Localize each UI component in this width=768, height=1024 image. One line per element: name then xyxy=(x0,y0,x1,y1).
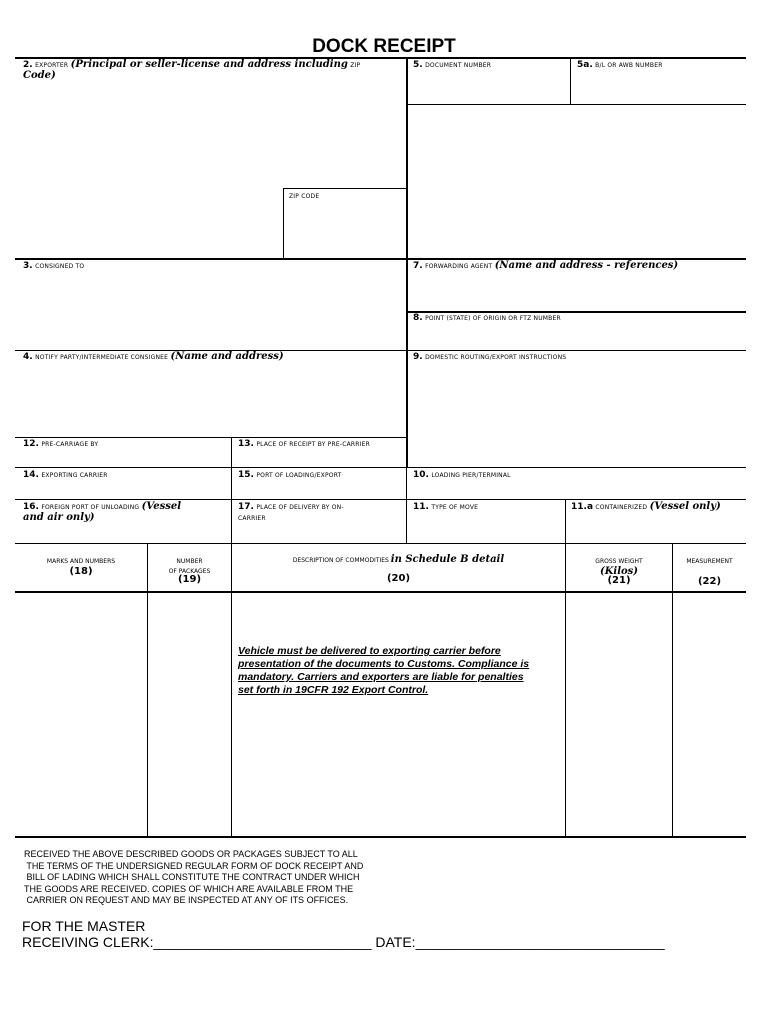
field-2-exporter: 2. EXPORTER (Principal or seller-license and address including ZIP Code) xyxy=(23,59,361,81)
rule-row-12 xyxy=(15,437,407,438)
field-11-type-of-move: 11. TYPE OF MOVE xyxy=(413,502,479,512)
column-header-18: MARKS AND NUMBERS (18) xyxy=(46,558,116,577)
field-14-exporting-carrier: 14. EXPORTING CARRIER xyxy=(23,470,108,480)
doc-number-bottom-rule xyxy=(407,104,746,105)
field-16-foreign-port: 16. FOREIGN PORT OF UNLOADING (Vessel and air only) xyxy=(23,501,182,523)
for-the-master-label: FOR THE MASTER xyxy=(22,918,146,934)
center-divider-upper xyxy=(406,57,408,468)
rule-row-16 xyxy=(15,499,746,500)
field-17-place-of-delivery: 17. PLACE OF DELIVERY BY ON- CARRIER xyxy=(238,502,344,522)
field-4-notify-party: 4. NOTIFY PARTY/INTERMEDIATE CONSIGNEE (Name and address) xyxy=(23,351,284,362)
column-header-21: GROSS WEIGHT (Kilos) (21) xyxy=(595,558,643,586)
customs-notice: Vehicle must be delivered to exporting carrier before presentation of the documents to Customs. Compliance is mandatory. Carriers and exporters are liable for penalties set forth in 19CFR 192 Export Control. xyxy=(238,645,530,696)
divider-11-11a xyxy=(565,499,566,544)
divider-10-row xyxy=(406,467,407,544)
received-statement: RECEIVED THE ABOVE DESCRIBED GOODS OR PACKAGES SUBJECT TO ALL THE TERMS OF THE UNDERSIGNED REGULAR FORM OF DOCK RECEIPT AND BILL OF LADING WHICH SHALL CONSTITUTE THE CONTRACT UNDER WHICH THE GOODS ARE RECEIVED. COPIES OF WHICH ARE AVAILABLE FROM THE CARRIER ON REQUEST AND MAY BE INSPECTED AT ANY OF ITS OFFICES. xyxy=(24,849,364,905)
field-9-domestic-routing: 9. DOMESTIC ROUTING/EXPORT INSTRUCTIONS xyxy=(413,352,567,362)
field-13-place-of-receipt: 13. PLACE OF RECEIPT BY PRE-CARRIER xyxy=(238,439,370,449)
column-header-19: NUMBER OF PACKAGES (19) xyxy=(168,558,211,585)
col-divider-20-21 xyxy=(565,543,566,837)
receiving-clerk-date-line: RECEIVING CLERK:____________________________ DATE:________________________________ xyxy=(22,934,665,950)
field-3-consigned-to: 3. CONSIGNED TO xyxy=(23,261,85,271)
zip-box-left xyxy=(283,188,284,259)
document-title: DOCK RECEIPT xyxy=(312,36,456,57)
field-10-loading-pier: 10. LOADING PIER/TERMINAL xyxy=(413,470,511,480)
field-7-forwarding-agent: 7. FORWARDING AGENT (Name and address - references) xyxy=(413,260,679,271)
field-12-pre-carriage: 12. PRE-CARRIAGE BY xyxy=(23,439,99,449)
rule-columns-header xyxy=(15,591,746,593)
field-5a-bl-number: 5a. B/L OR AWB NUMBER xyxy=(577,60,663,70)
col-divider-21-22 xyxy=(672,543,673,837)
rule-columns-top xyxy=(15,543,746,544)
col-divider-19-20 xyxy=(231,543,232,837)
doc-number-divider xyxy=(570,58,571,105)
field-15-port-of-loading: 15. PORT OF LOADING/EXPORT xyxy=(238,470,342,480)
field-8-point-of-origin: 8. POINT (STATE) OF ORIGIN OR FTZ NUMBER xyxy=(413,313,561,323)
col-divider-18-19 xyxy=(147,543,148,837)
rule-row-14 xyxy=(15,467,746,468)
rule-row-4 xyxy=(15,350,746,351)
field-5-document-number: 5. DOCUMENT NUMBER xyxy=(413,60,492,70)
rule-columns-bottom xyxy=(15,836,746,838)
zip-box-top xyxy=(283,188,406,189)
divider-12-13 xyxy=(231,437,232,544)
field-zip-code: ZIP CODE xyxy=(289,193,320,200)
column-header-20: DESCRIPTION OF COMMODITIES in Schedule B detail (20) xyxy=(292,554,505,584)
field-11a-containerized: 11.a CONTAINERIZED (Vessel only) xyxy=(571,501,721,512)
column-header-22: MEASUREMENT (22) xyxy=(686,558,733,587)
